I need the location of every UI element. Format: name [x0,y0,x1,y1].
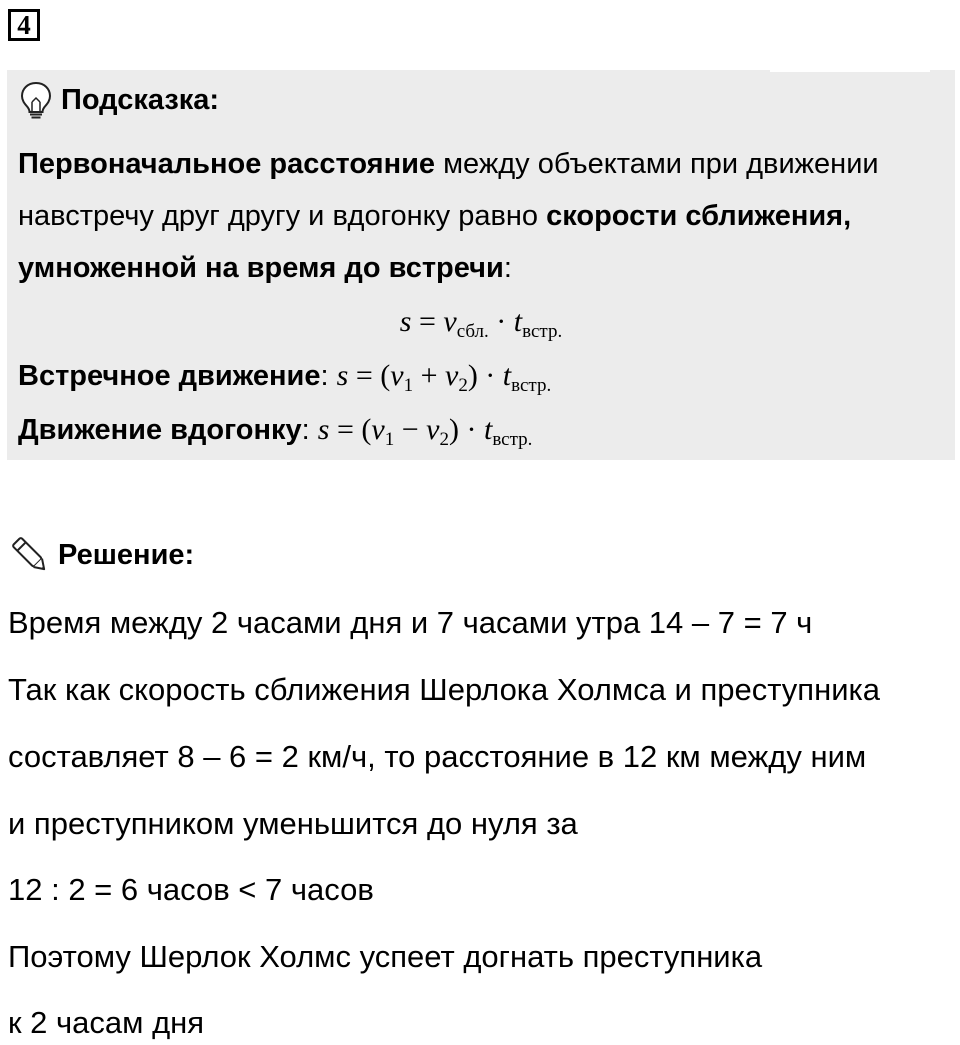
task-number: 4 [8,9,40,41]
oncoming-colon: : [320,360,337,392]
formula-v: v [443,305,457,338]
hint-paragraph [18,138,948,294]
lightbulb-icon [19,80,53,120]
hint-box [7,70,955,460]
formula-t-sub: встр. [522,321,563,342]
formula-v-sub: сбл. [456,321,489,342]
oncoming-v2: v [444,359,459,392]
oncoming-v1-sub: 1 [403,375,414,396]
formula-eq: = [411,305,444,338]
oncoming-eq: = ( [348,359,391,392]
chase-t-sub: встр. [492,429,533,450]
formula-t: t [513,305,523,338]
oncoming-t: t [502,359,512,392]
solution-line: и преступником уменьшится до нуля за [8,806,578,841]
oncoming-v1: v [390,359,404,392]
oncoming-label: Встречное движение [18,360,321,392]
chase-s: s [317,413,330,446]
solution-line: Так как скорость сближения Шерлока Холмса и преступника [8,672,880,707]
solution-header [10,533,194,577]
formula-s: s [399,305,412,338]
chase-close: ) · [448,413,484,446]
oncoming-op: + [413,359,445,392]
hint-text-2: : [503,252,512,284]
formula-main [7,302,955,342]
solution-title: Решение: [58,538,195,571]
chase-colon: : [301,414,318,446]
hint-box-notch [770,68,930,72]
chase-label: Движение вдогонку [18,414,302,446]
oncoming-t-sub: встр. [511,375,552,396]
solution-line: составляет 8 – 6 = 2 км/ч, то расстояние в 12 км между ним [8,739,867,774]
oncoming-v2-sub: 2 [458,375,468,396]
oncoming-close: ) · [467,359,503,392]
chase-v2-sub: 2 [439,429,449,450]
hint-header [19,80,219,120]
chase-t: t [483,413,493,446]
hint-term-distance: Первоначальное расстояние [18,148,436,180]
chase-v1-sub: 1 [384,429,395,450]
solution-line: Время между 2 часами дня и 7 часами утра 14 – 7 = 7 ч [8,605,813,640]
chase-eq: = ( [329,413,372,446]
oncoming-s: s [336,359,349,392]
solution-line: Поэтому Шерлок Холмс успеет догнать преступника [8,939,763,974]
chase-v2: v [426,413,440,446]
formula-chase [18,408,532,452]
solution-line: к 2 часам дня [8,1005,205,1040]
hint-term-rule: скорости сближения, умноженной на время до встречи [18,200,852,284]
chase-op: − [394,413,427,446]
formula-oncoming [18,354,551,398]
formula-dot: · [488,305,514,338]
chase-v1: v [371,413,385,446]
hint-title: Подсказка: [61,83,220,116]
pencil-icon [10,534,50,576]
hint-text-1: между объектами при движении навстречу друг другу и вдогонку равно [18,148,879,232]
solution-line: 12 : 2 = 6 часов < 7 часов [8,872,374,907]
